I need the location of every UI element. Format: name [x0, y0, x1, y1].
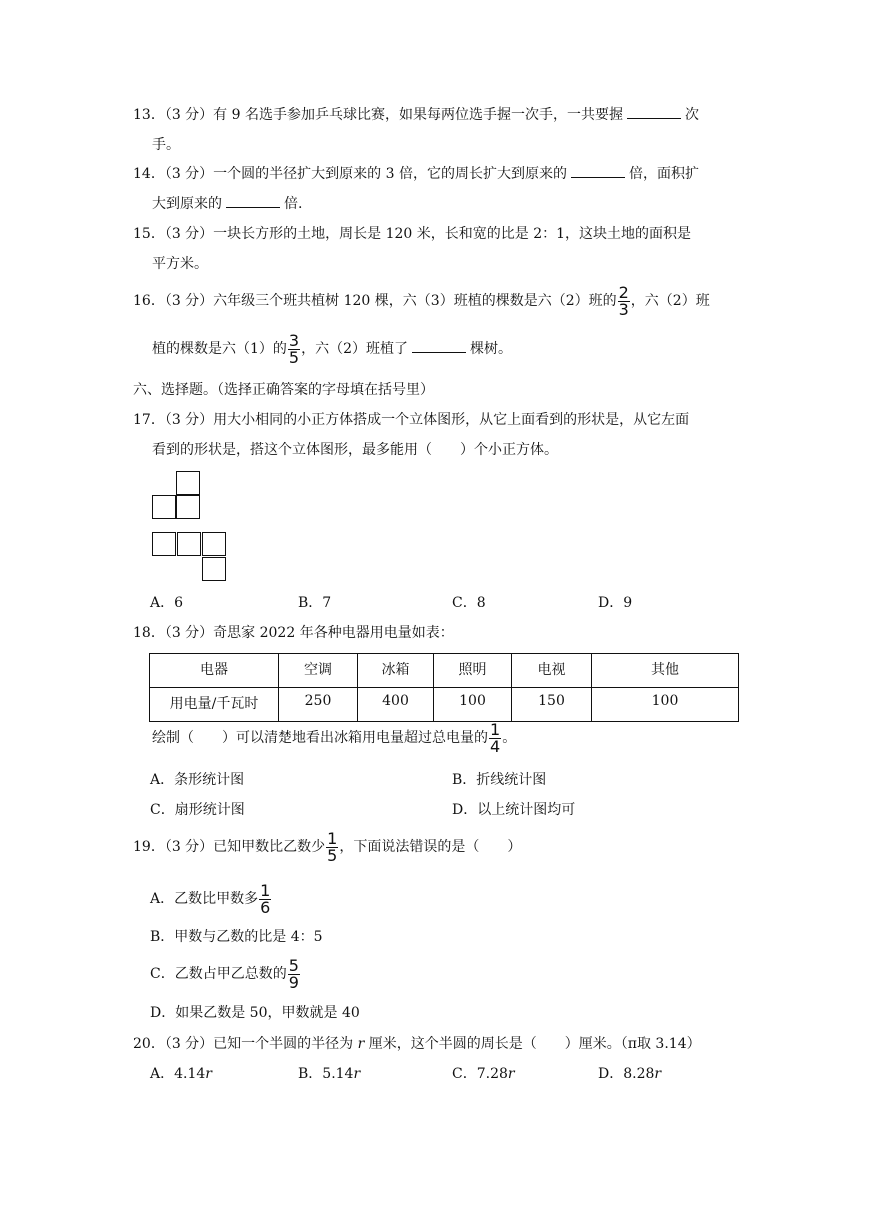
- fraction-denominator: 5: [327, 845, 338, 865]
- q16-mid: ，六（2）班植了: [301, 341, 409, 357]
- q19-option-c[interactable]: [150, 956, 301, 992]
- q16-text2: 植的棵数是六（1）的: [152, 341, 287, 357]
- q20-variable: r: [357, 1036, 365, 1052]
- table-row: [150, 688, 739, 722]
- q15-line1: 15．（3 分）一块长方形的土地，周长是 120 米，长和宽的比是 2：1，这块土地的面积是: [133, 226, 692, 242]
- q19-option-c-fraction: [288, 955, 300, 992]
- q19-text1a: 19．（3 分）已知甲数比乙数少: [133, 839, 326, 855]
- q14-mid: 倍，面积扩: [628, 166, 699, 182]
- q20-option-a[interactable]: [150, 1065, 212, 1083]
- q14-text: 14．（3 分）一个圆的半径扩大到原来的 3 倍，它的周长扩大到原来的: [133, 166, 567, 182]
- q16-tail2: 棵树。: [470, 341, 513, 357]
- q17-option-c[interactable]: C．8: [452, 595, 486, 611]
- fraction-numerator: 2: [618, 282, 629, 302]
- q16-line1: [133, 283, 710, 319]
- q13-tail: 次: [684, 107, 699, 123]
- q19-option-a-fraction: [259, 880, 271, 917]
- q20-option-d[interactable]: [598, 1065, 661, 1083]
- q14-line1: [133, 165, 699, 183]
- q19-option-b[interactable]: B．甲数与乙数的比是 4：5: [150, 929, 323, 945]
- q20-option-a-value: A．4.14: [150, 1066, 206, 1082]
- q17-option-b[interactable]: B．7: [298, 595, 332, 611]
- table-cell: 100: [592, 688, 739, 722]
- q17-option-d[interactable]: D．9: [598, 595, 633, 611]
- q17-text2a: 看到的形状是，搭这个立体图形，最多能用（: [152, 442, 432, 458]
- q20-option-b[interactable]: [298, 1065, 360, 1083]
- fraction-numerator: 3: [288, 330, 300, 350]
- square-cell: [152, 532, 176, 556]
- q13-answer-blank[interactable]: [627, 106, 681, 119]
- square-cell: [202, 532, 226, 556]
- square-cell: [177, 532, 201, 556]
- fraction-numerator: 5: [288, 955, 299, 975]
- q16-text: 16．（3 分）六年级三个班共植树 120 棵，六（3）班植的棵数是六（2）班的: [133, 293, 617, 309]
- table-cell: 150: [512, 688, 592, 722]
- table-cell: 400: [358, 688, 434, 722]
- q18-text2a: 绘制（: [152, 730, 194, 746]
- q20-text1a: 20．（3 分）已知一个半圆的半径为: [133, 1036, 354, 1052]
- square-cell: [152, 495, 176, 519]
- table-cell: 100: [434, 688, 512, 722]
- q18-option-a[interactable]: A．条形统计图: [150, 772, 245, 788]
- square-cell: [202, 557, 226, 581]
- table-cell: 照明: [434, 654, 512, 688]
- q13-line1: [133, 106, 699, 124]
- q17-option-a[interactable]: A．6: [150, 595, 184, 611]
- q18-fraction: [489, 719, 501, 756]
- q20-option-b-value: B．5.14: [298, 1066, 354, 1082]
- fraction-numerator: 1: [260, 880, 271, 900]
- q18-option-c[interactable]: C．扇形统计图: [150, 802, 245, 818]
- q17-line1: 17．（3 分）用大小相同的小正方体搭成一个立体图形，从它上面看到的形状是，从它左面: [133, 412, 690, 428]
- table-cell: 冰箱: [358, 654, 434, 688]
- q14-answer-blank-2[interactable]: [226, 195, 280, 208]
- q19-option-a[interactable]: [150, 881, 272, 917]
- q14-text2: 大到原来的: [152, 196, 222, 212]
- q13-text: 13．（3 分）有 9 名选手参加乒乓球比赛，如果每两位选手握一次手，一共要握: [133, 107, 623, 123]
- fraction-numerator: 1: [490, 719, 501, 739]
- q14-tail: 倍.: [284, 196, 303, 212]
- q14-line2: [152, 195, 302, 213]
- q18-line2: [152, 720, 516, 756]
- q16-tail: ，六（2）班: [630, 293, 710, 309]
- fraction-denominator: 4: [490, 736, 501, 756]
- square-cell: [176, 495, 200, 519]
- q16-line2: [152, 331, 512, 367]
- q20-line1: [133, 1035, 701, 1053]
- q19-fraction: [326, 828, 338, 865]
- table-cell: 250: [279, 688, 358, 722]
- table-cell: 其他: [592, 654, 739, 688]
- q20-option-d-value: D．8.28: [598, 1066, 655, 1082]
- table-cell: 电器: [150, 654, 279, 688]
- fraction-numerator: 1: [327, 828, 338, 848]
- q20-option-a-variable: r: [205, 1066, 212, 1082]
- q18-option-b[interactable]: B．折线统计图: [452, 772, 547, 788]
- table-cell: 空调: [279, 654, 358, 688]
- q20-text1b: 厘米，这个半圆的周长是（: [368, 1036, 537, 1052]
- square-cell: [176, 471, 200, 495]
- q17-text2b: ）个小正方体。: [460, 442, 558, 458]
- q18-text2c: 。: [502, 730, 517, 746]
- q19-option-d[interactable]: D．如果乙数是 50，甲数就是 40: [150, 1005, 360, 1021]
- q16-answer-blank[interactable]: [412, 340, 466, 353]
- q14-answer-blank-1[interactable]: [571, 165, 625, 178]
- q16-fraction-1: [618, 282, 630, 319]
- table-cell: 用电量/千瓦时: [150, 688, 279, 722]
- q17-line2: [152, 441, 558, 459]
- q18-option-d[interactable]: D．以上统计图均可: [452, 802, 576, 818]
- q19-text1c: ）: [507, 839, 522, 855]
- q18-text2b: ）可以清楚地看出冰箱用电量超过总电量的: [222, 730, 488, 746]
- table-cell: 电视: [512, 654, 592, 688]
- fraction-denominator: 5: [288, 347, 300, 367]
- q20-option-d-variable: r: [654, 1066, 662, 1082]
- q19-option-a-text: A．乙数比甲数多: [150, 891, 259, 907]
- q18-line1: 18．（3 分）奇思家 2022 年各种电器用电量如表：: [133, 625, 454, 641]
- q20-option-c-variable: r: [507, 1066, 515, 1082]
- fraction-denominator: 3: [618, 299, 629, 319]
- q20-option-c-value: C．7.28: [452, 1066, 508, 1082]
- fraction-denominator: 6: [260, 897, 271, 917]
- q19-line1: [133, 829, 521, 865]
- q19-option-c-text: C．乙数占甲乙总数的: [150, 966, 287, 982]
- section-heading: 六、选择题。（选择正确答案的字母填在括号里）: [133, 382, 434, 398]
- q20-option-c[interactable]: [452, 1065, 515, 1083]
- q13-line2: 手。: [152, 137, 180, 153]
- q20-option-b-variable: r: [353, 1066, 361, 1082]
- electricity-table: [149, 653, 739, 722]
- q19-text1b: ，下面说法错误的是（: [339, 839, 480, 855]
- fraction-denominator: 9: [288, 972, 299, 992]
- q15-line2: 平方米。: [152, 256, 208, 272]
- q16-fraction-2: [288, 330, 300, 367]
- table-header-row: [150, 654, 739, 688]
- q20-text1c: ）厘米。（π取 3.14）: [564, 1036, 701, 1052]
